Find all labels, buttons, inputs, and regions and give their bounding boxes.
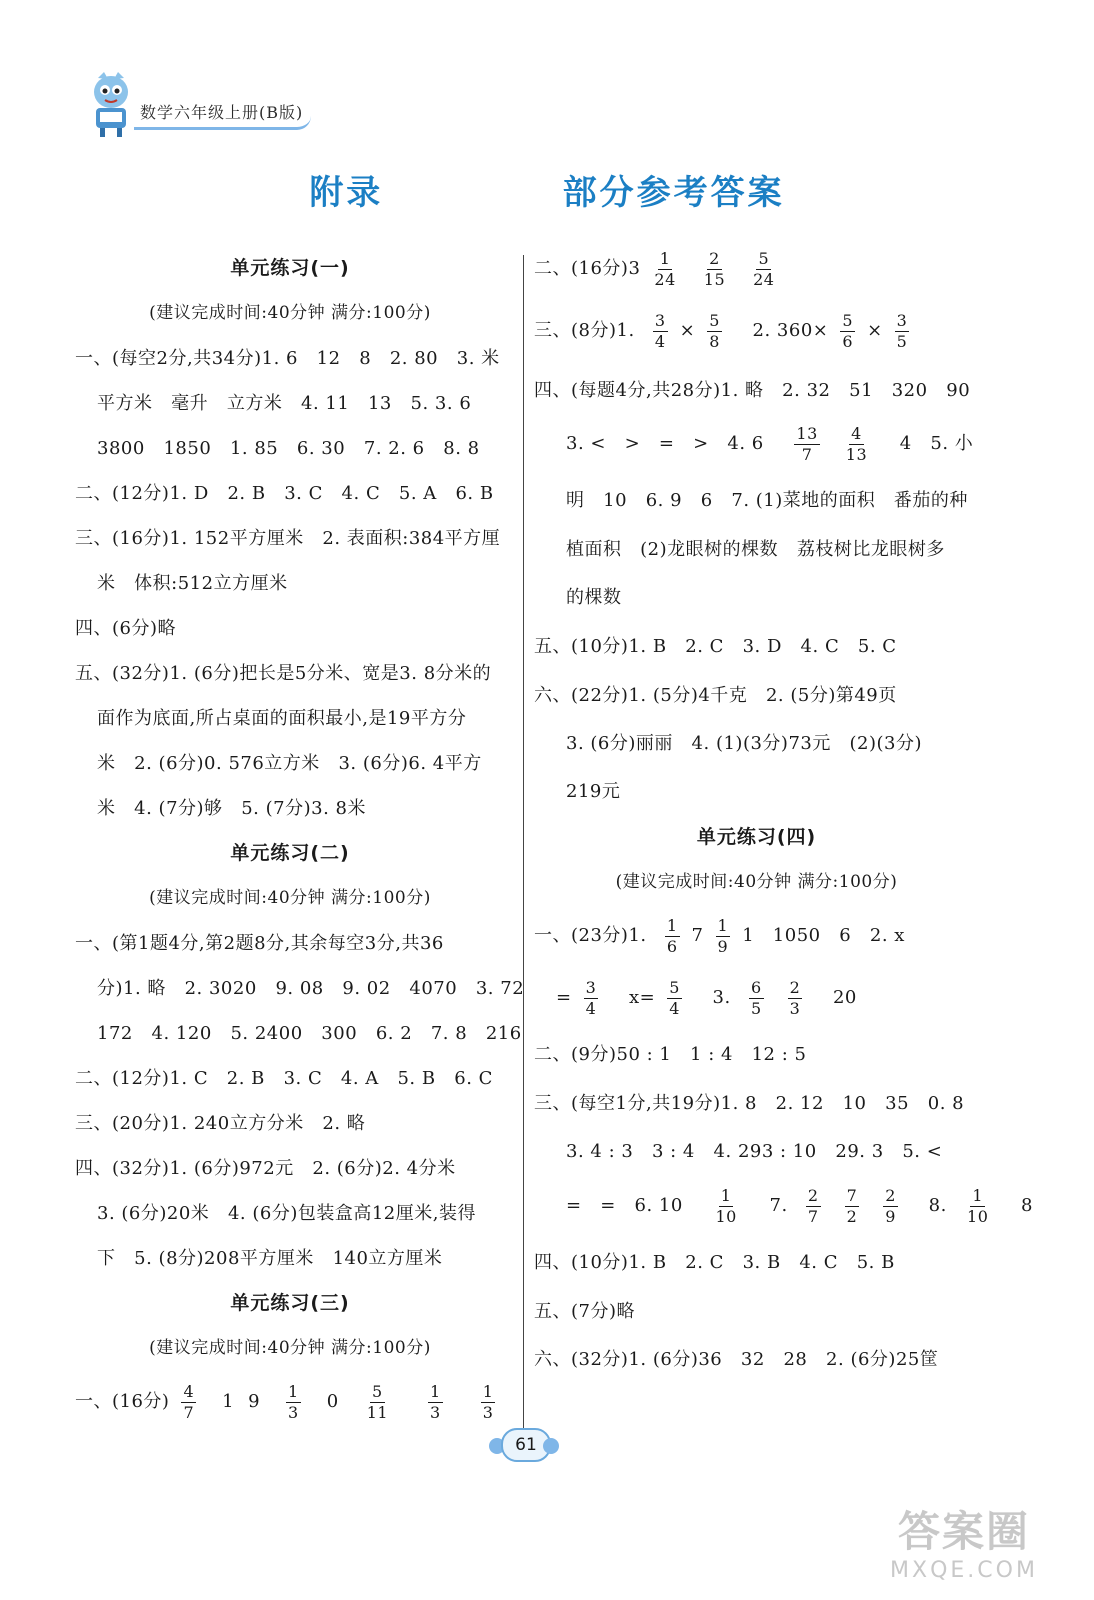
answer-line: 植面积 (2)龙眼树的棵数 荔枝树比龙眼树多	[566, 538, 945, 560]
answer-text: 7.	[750, 1195, 794, 1216]
fraction-denominator: 9	[885, 1206, 896, 1226]
fraction	[181, 1383, 196, 1422]
fraction-numerator: 2	[807, 1185, 819, 1205]
fraction-list	[169, 1371, 521, 1433]
answer-text: 4 5. 小	[881, 433, 974, 454]
fraction	[845, 1187, 860, 1226]
fraction-denominator: 3	[430, 1402, 441, 1422]
fraction-denominator: 11	[366, 1402, 389, 1422]
watermark-url: MXQE.COM	[890, 1558, 1038, 1583]
fraction-denominator: 3	[288, 1402, 299, 1422]
fraction	[965, 1187, 990, 1226]
book-header	[88, 70, 348, 142]
answer-text: 0	[326, 1391, 339, 1412]
fraction	[652, 250, 677, 289]
answer-line: 四、(10分)1. B 2. C 3. B 4. C 5. B	[534, 1251, 895, 1273]
fraction	[751, 250, 776, 289]
watermark-text: 答案圈	[897, 1507, 1030, 1556]
fraction-denominator: 3	[482, 1402, 494, 1422]
answer-text: 1 10	[742, 925, 797, 946]
section-note-unit-4: (建议完成时间:40分钟 满分:100分)	[615, 872, 898, 892]
answer-line	[534, 1175, 1033, 1237]
fraction-denominator: 7	[183, 1402, 195, 1422]
answer-line: 分)1. 略 2. 3020 9. 08 9. 02 4070 3. 72	[97, 978, 525, 999]
answer-line: 平方米 毫升 立方米 4. 11 13 5. 3. 6	[97, 393, 472, 414]
fraction-denominator: 4	[654, 331, 666, 351]
fraction	[788, 979, 803, 1018]
fraction-denominator: 4	[669, 998, 680, 1018]
answer-text: 7	[691, 925, 704, 946]
fraction-numerator: 1	[288, 1381, 299, 1401]
fraction	[749, 979, 764, 1018]
fraction	[716, 917, 731, 956]
fraction-denominator: 24	[654, 269, 676, 289]
fraction-denominator: 6	[666, 936, 678, 956]
watermark	[864, 1508, 1064, 1592]
answer-line: 米 体积:512立方厘米	[97, 573, 288, 594]
fraction-denominator: 3	[789, 998, 801, 1018]
answer-line	[534, 905, 979, 967]
fraction-numerator: 2	[789, 977, 801, 997]
answer-line: 172 4. 120 5. 2400 300 6. 2 7. 8 216	[97, 1023, 522, 1044]
answer-line: 一、(每空2分,共34分)1. 6 12 8 2. 80 3. 米	[75, 348, 500, 369]
fraction	[584, 979, 599, 1018]
page-number	[489, 1428, 559, 1462]
answer-line: 四、(6分)略	[75, 618, 176, 639]
fraction	[428, 1383, 443, 1422]
answer-text: 1	[222, 1391, 235, 1412]
fraction	[667, 979, 682, 1018]
fraction-numerator: 1	[720, 1185, 732, 1205]
section-note-unit-1: (建议完成时间:40分钟 满分:100分)	[149, 303, 431, 323]
fraction	[707, 312, 722, 351]
fraction	[794, 425, 819, 464]
fraction-denominator: 6	[842, 331, 854, 351]
fraction	[806, 1187, 821, 1226]
section-title-unit-2: 单元练习(二)	[230, 842, 350, 864]
fraction	[713, 1187, 738, 1226]
answer-line: 二、(12分)1. C 2. B 3. C 4. A 5. B 6. C	[75, 1068, 493, 1089]
fraction-denominator: 10	[967, 1206, 989, 1226]
answer-line: 面作为底面,所占桌面的面积最小,是19平方分	[97, 708, 467, 729]
answer-line: 三、(每空1分,共19分)1. 8 2. 12 10 35 0. 8	[534, 1092, 965, 1114]
answer-line: 下 5. (8分)208平方厘米 140立方厘米	[97, 1248, 443, 1269]
answer-line: 明 10 6. 9 6 7. (1)菜地的面积 番茄的种	[566, 489, 968, 511]
right-column	[534, 246, 1033, 1383]
answer-text: 8	[1002, 1195, 1033, 1216]
answer-line: 四、(32分)1. (6分)972元 2. (6分)2. 4分米	[75, 1158, 456, 1179]
answer-text: 三、(8分)1.	[534, 320, 641, 341]
answer-text: 0 6 2. x	[808, 925, 905, 946]
answer-text: 9	[248, 1391, 261, 1412]
answer-text: 3. < > = > 4. 6	[566, 433, 783, 454]
fraction-denominator: 7	[801, 444, 813, 464]
section-title-unit-4: 单元练习(四)	[696, 826, 817, 848]
answer-line: 五、(7分)略	[534, 1300, 635, 1322]
fraction-numerator: 5	[842, 310, 854, 330]
fraction-denominator: 5	[750, 998, 762, 1018]
answer-line: 三、(20分)1. 240立方分米 2. 略	[75, 1113, 366, 1134]
answer-line	[534, 967, 979, 1029]
fraction	[286, 1383, 301, 1422]
answer-line: 四、(每题4分,共28分)1. 略 2. 32 51 320 90	[534, 380, 971, 401]
fraction-denominator: 9	[717, 936, 729, 956]
fraction-denominator: 7	[807, 1206, 819, 1226]
bubble-decoration	[543, 1438, 559, 1454]
fraction	[895, 312, 910, 351]
answer-text: =	[556, 987, 572, 1008]
fraction	[665, 917, 680, 956]
answer-line: 米 2. (6分)0. 576立方米 3. (6分)6. 4平方	[97, 753, 482, 774]
fraction	[481, 1383, 496, 1422]
answer-line: 三、(16分)1. 152平方厘米 2. 表面积:384平方厘	[75, 528, 501, 549]
fraction-numerator: 1	[430, 1381, 441, 1401]
answer-line: 二、(9分)50 : 1 1 : 4 12 : 5	[534, 1043, 807, 1065]
answer-text: 一、(23分)1.	[534, 925, 653, 946]
section-note-unit-3: (建议完成时间:40分钟 满分:100分)	[149, 1338, 431, 1358]
fraction-numerator: 5	[758, 248, 770, 268]
fraction-numerator: 3	[585, 977, 597, 997]
fraction-numerator: 1	[482, 1381, 494, 1401]
answer-line: 一、(16分) $\frac{4}{7}$ 1 9 $\frac{1}{3}$ 0 $\frac{5}{11}$ $\frac{1}{3}$ $\frac{1}{3}$	[75, 1371, 505, 1433]
answer-line: 3. (6分)丽丽 4. (1)(3分)73元 (2)(3分)	[566, 732, 923, 754]
section-title-unit-1: 单元练习(一)	[230, 257, 350, 279]
fraction-denominator: 13	[845, 444, 868, 464]
fraction	[365, 1383, 390, 1422]
fraction-numerator: 3	[654, 310, 666, 330]
fraction	[702, 250, 727, 289]
answer-line: 六、(32分)1. (6分)36 32 28 2. (6分)25筐	[534, 1348, 939, 1370]
fraction-numerator: 1	[972, 1185, 984, 1205]
fraction	[883, 1187, 898, 1226]
fraction	[653, 312, 668, 351]
fraction-numerator: 7	[846, 1185, 858, 1205]
fraction-denominator: 10	[715, 1206, 737, 1226]
answer-line: 一、(第1题4分,第2题8分,其余每空3分,共36	[75, 933, 444, 954]
left-column	[75, 246, 525, 1433]
fraction-denominator: 24	[753, 269, 775, 289]
answer-line	[534, 300, 979, 362]
fraction-numerator: 2	[709, 248, 720, 268]
answer-line: 五、(10分)1. B 2. C 3. D 4. C 5. C	[534, 635, 897, 657]
fraction-denominator: 5	[896, 331, 908, 351]
answer-line: 3. 4 : 3 3 : 4 4. 293 : 10 29. 3 5. <	[566, 1140, 943, 1162]
answer-text: = = 6. 10	[566, 1195, 702, 1216]
fraction-numerator: 5	[372, 1381, 383, 1401]
answer-line: 3800 1850 1. 85 6. 30 7. 2. 6 8. 8	[97, 438, 480, 459]
page-number-badge: 61	[501, 1428, 551, 1462]
answer-line: 五、(32分)1. (6分)把长是5分米、宽是3. 8分米的	[75, 663, 492, 684]
fraction-denominator: 4	[585, 998, 597, 1018]
answer-line: 的棵数	[566, 586, 622, 608]
fraction-numerator: 4	[851, 423, 862, 443]
answer-text: 5	[796, 925, 809, 946]
answer-line: 219元	[566, 780, 621, 802]
mascot-icon	[88, 70, 134, 140]
answer-text: 20	[814, 987, 857, 1008]
book-title: 数学六年级上册(B版)	[134, 98, 311, 130]
fraction-numerator: 4	[183, 1381, 195, 1401]
answer-line: 六、(22分)1. (5分)4千克 2. (5分)第49页	[534, 684, 897, 706]
answer-text: ×	[867, 320, 883, 341]
answer-line: 二、(16分)3 $\frac{1}{24}$ $\frac{2}{15}$ $\frac{5}{24}$	[534, 248, 775, 289]
fraction-numerator: 1	[659, 248, 671, 268]
page-title: 附录 部分参考答案	[309, 173, 785, 213]
answer-text: 2. 360×	[733, 320, 829, 341]
fraction-numerator: 13	[796, 423, 818, 443]
fraction-numerator: 1	[666, 915, 678, 935]
answer-line: 二、(12分)1. D 2. B 3. C 4. C 5. A 6. B	[75, 483, 494, 504]
answer-text: 8.	[909, 1195, 954, 1216]
answer-text: ×	[679, 320, 696, 341]
fraction-numerator: 1	[717, 915, 729, 935]
answer-text: 3.	[693, 987, 737, 1008]
answer-line: 3. (6分)20米 4. (6分)包装盒高12厘米,装得	[97, 1203, 476, 1224]
fraction-numerator: 5	[669, 977, 680, 997]
fraction	[844, 425, 869, 464]
column-divider	[523, 255, 524, 1455]
fraction-numerator: 3	[896, 310, 908, 330]
fraction-numerator: 5	[709, 310, 720, 330]
section-note-unit-2: (建议完成时间:40分钟 满分:100分)	[149, 888, 431, 908]
answer-line: 米 4. (7分)够 5. (7分)3. 8米	[97, 798, 366, 819]
fraction-denominator: 8	[709, 331, 720, 351]
fraction-denominator: 2	[846, 1206, 858, 1226]
section-title-unit-3: 单元练习(三)	[230, 1292, 350, 1314]
fraction-denominator: 15	[703, 269, 726, 289]
fraction	[840, 312, 855, 351]
answer-line	[534, 413, 979, 475]
fraction-numerator: 2	[885, 1185, 896, 1205]
fraction-numerator: 6	[750, 977, 762, 997]
answer-text: x=	[610, 987, 656, 1008]
